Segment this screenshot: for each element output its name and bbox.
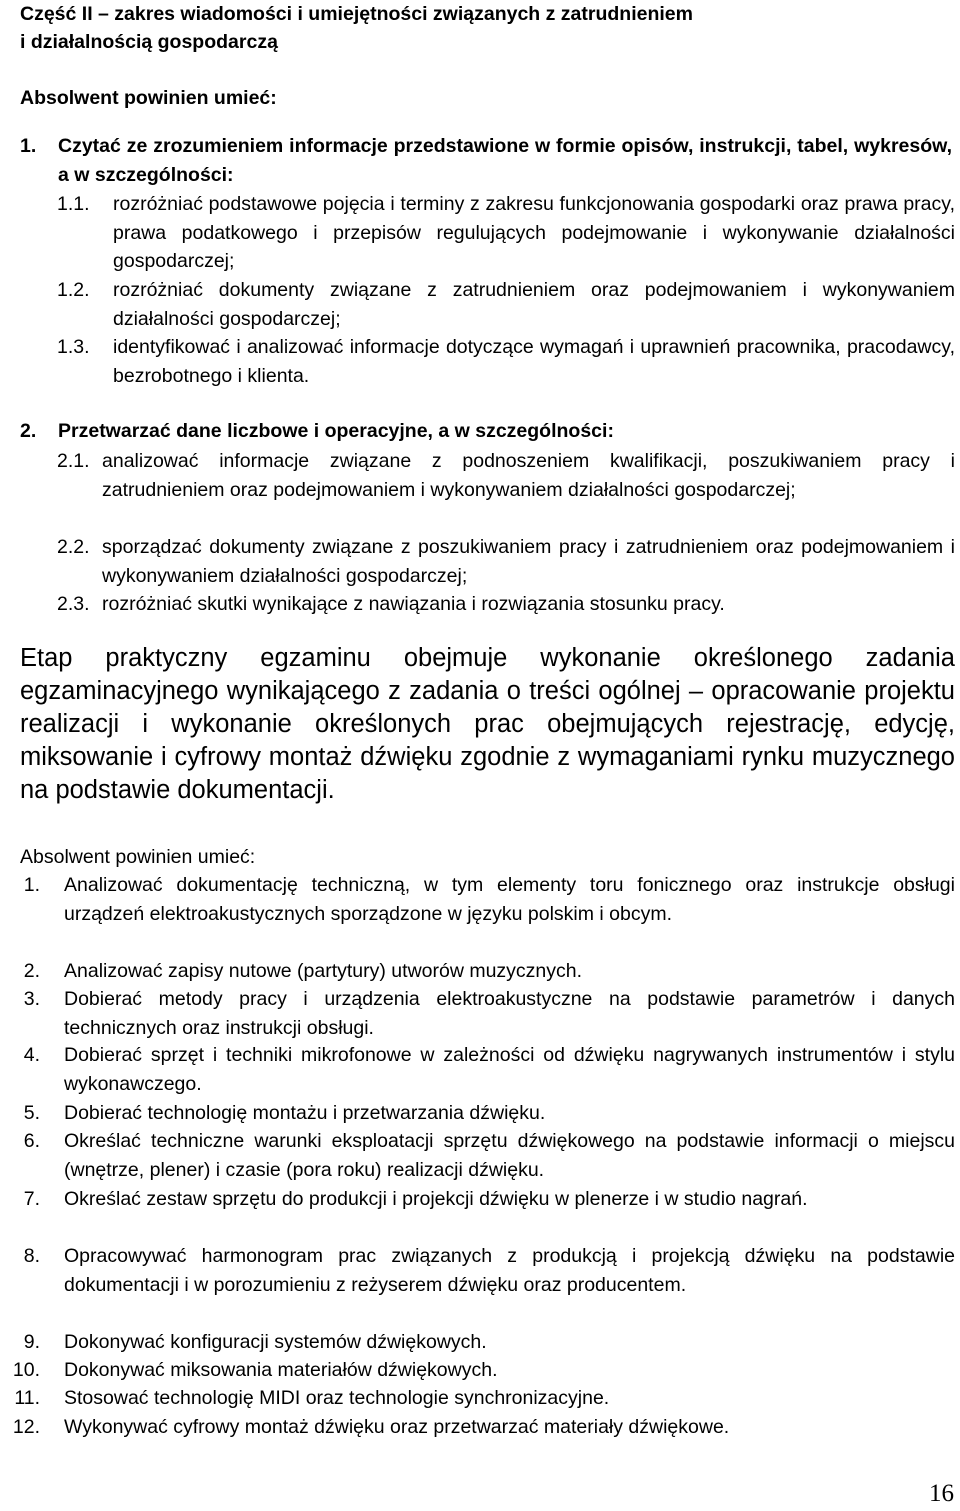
item-number: 7. — [23, 1188, 40, 1210]
item-text: Dokonywać miksowania materiałów dźwiękowych. — [64, 1359, 498, 1381]
item-number: 4. — [23, 1044, 40, 1066]
item-number: 2. — [23, 960, 40, 982]
item-text: Opracowywać harmonogram prac związanych z produkcją i projekcją dźwięku na podstawie dokumentacji i w porozumieniu z reżyserem dźwięku oraz producentem. — [64, 1245, 955, 1296]
list-item — [57, 190, 955, 276]
list-item — [0, 871, 955, 928]
item-number: 2.1. — [57, 450, 90, 472]
item-text: Dobierać metody pracy i urządzenia elektroakustyczne na podstawie parametrów i danych technicznych oraz instrukcji obsługi. — [64, 988, 955, 1039]
item-text: rozróżniać dokumenty związane z zatrudnieniem oraz podejmowaniem i wykonywaniem działalności gospodarczej; — [113, 279, 955, 330]
section-heading-text: Przetwarzać dane liczbowe i operacyjne, a w szczególności: — [58, 420, 614, 442]
item-number: 12. — [12, 1416, 40, 1438]
item-text: analizować informacje związane z podnoszeniem kwalifikacji, poszukiwaniem pracy i zatrudnieniem oraz podejmowaniem i wykonywaniem działalności gospodarczej; — [102, 450, 955, 501]
item-text: Dobierać technologię montażu i przetwarzania dźwięku. — [64, 1102, 546, 1124]
item-number: 1. — [23, 874, 40, 896]
list-item — [0, 1127, 955, 1184]
section-number: 1. — [20, 135, 37, 157]
item-number: 3. — [23, 988, 40, 1010]
list-item — [0, 1041, 955, 1098]
section-2-heading — [20, 417, 952, 446]
list-item — [0, 957, 955, 986]
practical-paragraph: Etap praktyczny egzaminu obejmuje wykonanie określonego zadania egzaminacyjnego wynikającego z zadania o treści ogólnej – opracowanie projektu realizacji i wykonanie określonych prac obejmujących rejestrację, edycję, miksowanie i cyfrowy montaż dźwięku zgodnie z wymaganiami rynku muzycznego na podstawie dokumentacji. — [20, 644, 955, 804]
practical-intro: Absolwent powinien umieć: — [20, 846, 256, 868]
item-number: 6. — [23, 1130, 40, 1152]
list-item — [0, 1413, 955, 1442]
item-number: 2.3. — [57, 593, 90, 615]
item-text: Wykonywać cyfrowy montaż dźwięku oraz przetwarzać materiały dźwiękowe. — [64, 1416, 730, 1438]
list-item — [0, 1384, 955, 1413]
list-item — [57, 533, 955, 590]
page-number: 16 — [929, 1480, 954, 1507]
item-number: 1.2. — [57, 279, 90, 301]
part-title-line2: i działalnością gospodarczą — [20, 31, 278, 53]
item-number: 2.2. — [57, 536, 90, 558]
list-item — [0, 1185, 955, 1214]
section-number: 2. — [20, 420, 37, 442]
item-text: Dokonywać konfiguracji systemów dźwiękowych. — [64, 1331, 487, 1353]
item-text: identyfikować i analizować informacje dotyczące wymagań i uprawnień pracownika, pracodawcy, bezrobotnego i klienta. — [113, 336, 955, 387]
item-text: Dobierać sprzęt i techniki mikrofonowe w zależności od dźwięku nagrywanych instrumentów i stylu wykonawczego. — [64, 1044, 955, 1095]
list-item — [0, 1328, 955, 1357]
item-text: rozróżniać skutki wynikające z nawiązania i rozwiązania stosunku pracy. — [102, 593, 725, 615]
list-item — [0, 1099, 955, 1128]
item-text: Stosować technologię MIDI oraz technologie synchronizacyjne. — [64, 1387, 610, 1409]
list-item — [0, 1356, 955, 1385]
item-number: 8. — [23, 1245, 40, 1267]
item-text: rozróżniać podstawowe pojęcia i terminy z zakresu funkcjonowania gospodarki oraz prawa pracy, prawa podatkowego i przepisów regulujących podejmowanie i wykonywanie działalności gospodarczej; — [113, 193, 955, 272]
item-text: Określać techniczne warunki eksploatacji sprzętu dźwiękowego na podstawie informacji o miejscu (wnętrze, plener) i czasie (pora roku) realizacji dźwięku. — [64, 1130, 955, 1181]
list-item — [57, 590, 955, 619]
list-item — [0, 1242, 955, 1299]
section-heading-text: Czytać ze zrozumieniem informacje przedstawione w formie opisów, instrukcji, tabel, wykresów, a w szczególności: — [58, 135, 952, 186]
item-number: 9. — [23, 1331, 40, 1353]
list-item — [57, 276, 955, 333]
item-number: 1.3. — [57, 336, 90, 358]
list-item — [57, 333, 955, 390]
part-title-line1: Część II – zakres wiadomości i umiejętności związanych z zatrudnieniem — [20, 3, 693, 25]
list-item — [0, 985, 955, 1042]
item-number: 10. — [12, 1359, 40, 1381]
list-item — [57, 447, 955, 504]
item-text: Analizować dokumentację techniczną, w tym elementy toru fonicznego oraz instrukcje obsługi urządzeń elektroakustycznych sporządzone w języku polskim i obcym. — [64, 874, 955, 925]
item-number: 11. — [14, 1387, 40, 1409]
item-text: Analizować zapisy nutowe (partytury) utworów muzycznych. — [64, 960, 583, 982]
item-number: 5. — [23, 1102, 40, 1124]
section-1-heading — [20, 132, 952, 189]
part-intro: Absolwent powinien umieć: — [20, 87, 277, 109]
item-text: sporządzać dokumenty związane z poszukiwaniem pracy i zatrudnieniem oraz podejmowaniem i wykonywaniem działalności gospodarczej; — [102, 536, 955, 587]
item-text: Określać zestaw sprzętu do produkcji i projekcji dźwięku w plenerze i w studio nagrań. — [64, 1188, 808, 1210]
item-number: 1.1. — [57, 193, 90, 215]
